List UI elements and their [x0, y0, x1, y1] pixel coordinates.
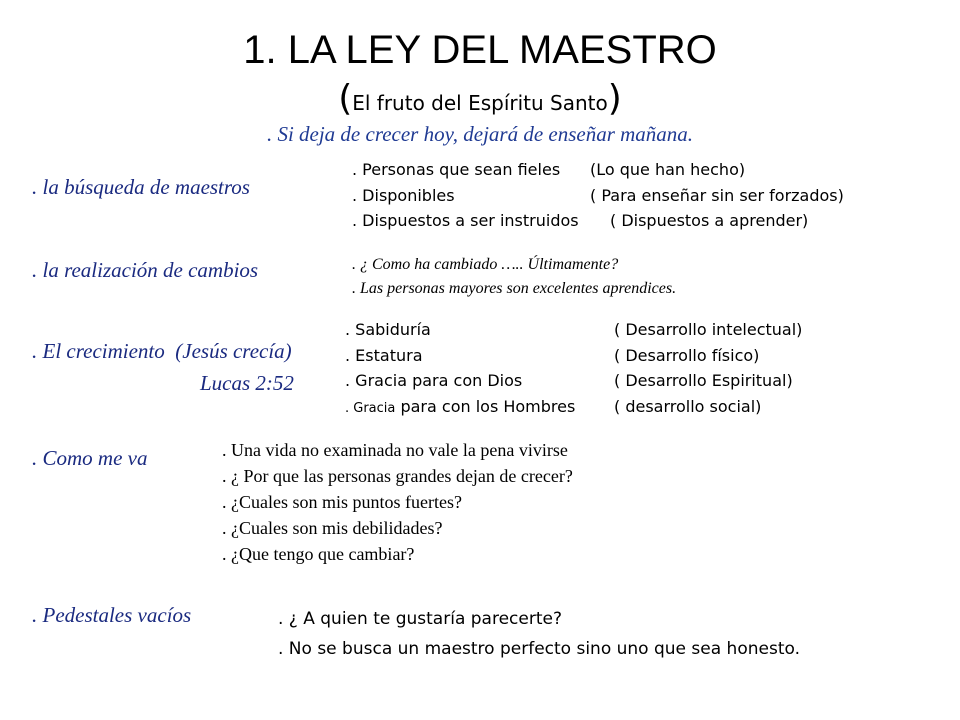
subtitle-close-paren: ) — [607, 78, 622, 119]
crecimiento-line-2-left: . Estatura — [345, 346, 423, 365]
como-line-2: . ¿ Por que las personas grandes dejan de crecer? — [222, 466, 573, 486]
page-subtitle — [0, 78, 960, 119]
como-line-1: . Una vida no examinada no vale la pena vivirse — [222, 440, 568, 460]
subtitle-text: El fruto del Espíritu Santo — [352, 91, 608, 115]
crecimiento-line-4-left — [345, 397, 575, 416]
crecimiento-line-1-right: ( Desarrollo intelectual) — [614, 320, 803, 339]
busqueda-line-2-left: . Disponibles — [352, 186, 455, 205]
busqueda-line-3-left: . Dispuestos a ser instruidos — [352, 211, 579, 230]
busqueda-line-1-right: (Lo que han hecho) — [590, 160, 746, 179]
como-line-3: . ¿Cuales son mis puntos fuertes? — [222, 492, 462, 512]
crecimiento-line-2-right: ( Desarrollo físico) — [614, 346, 760, 365]
section-label-busqueda: . la búsqueda de maestros — [32, 175, 250, 199]
como-line-5: . ¿Que tengo que cambiar? — [222, 544, 415, 564]
pedestales-line-1: . ¿ A quien te gustaría parecerte? — [278, 609, 562, 629]
como-line-4: . ¿Cuales son mis debilidades? — [222, 518, 443, 538]
cambios-line-1: . ¿ Como ha cambiado ….. Últimamente? — [352, 256, 619, 273]
cambios-line-2: . Las personas mayores son excelentes aprendices. — [352, 280, 677, 297]
busqueda-line-3-right: ( Dispuestos a aprender) — [610, 211, 809, 230]
pedestales-line-2: . No se busca un maestro perfecto sino uno que sea honesto. — [278, 639, 800, 659]
crecimiento-line-3-right: ( Desarrollo Espiritual) — [614, 371, 793, 390]
section-label-crecimiento: . El crecimiento (Jesús crecía) — [32, 339, 292, 363]
section-label-como: . Como me va — [32, 446, 148, 470]
busqueda-line-1-left: . Personas que sean fieles — [352, 160, 561, 179]
crecimiento-line-4-right: ( desarrollo social) — [614, 397, 762, 416]
subtitle-open-paren: ( — [338, 78, 353, 119]
section-label-cambios: . la realización de cambios — [32, 258, 259, 282]
crecimiento-line-4-left-small: . Gracia — [345, 401, 396, 416]
busqueda-line-2-right: ( Para enseñar sin ser forzados) — [590, 186, 844, 205]
crecimiento-line-3-left: . Gracia para con Dios — [345, 371, 523, 390]
crecimiento-line-4-left-rest: para con los Hombres — [395, 397, 576, 416]
page-title: 1. LA LEY DEL MAESTRO — [243, 28, 717, 72]
crecimiento-line-1-left: . Sabiduría — [345, 320, 431, 339]
section-label-pedestales: . Pedestales vacíos — [32, 603, 192, 627]
crecimiento-reference: Lucas 2:52 — [200, 371, 294, 395]
key-quote: . Si deja de crecer hoy, dejará de enseñar mañana. — [266, 122, 694, 146]
